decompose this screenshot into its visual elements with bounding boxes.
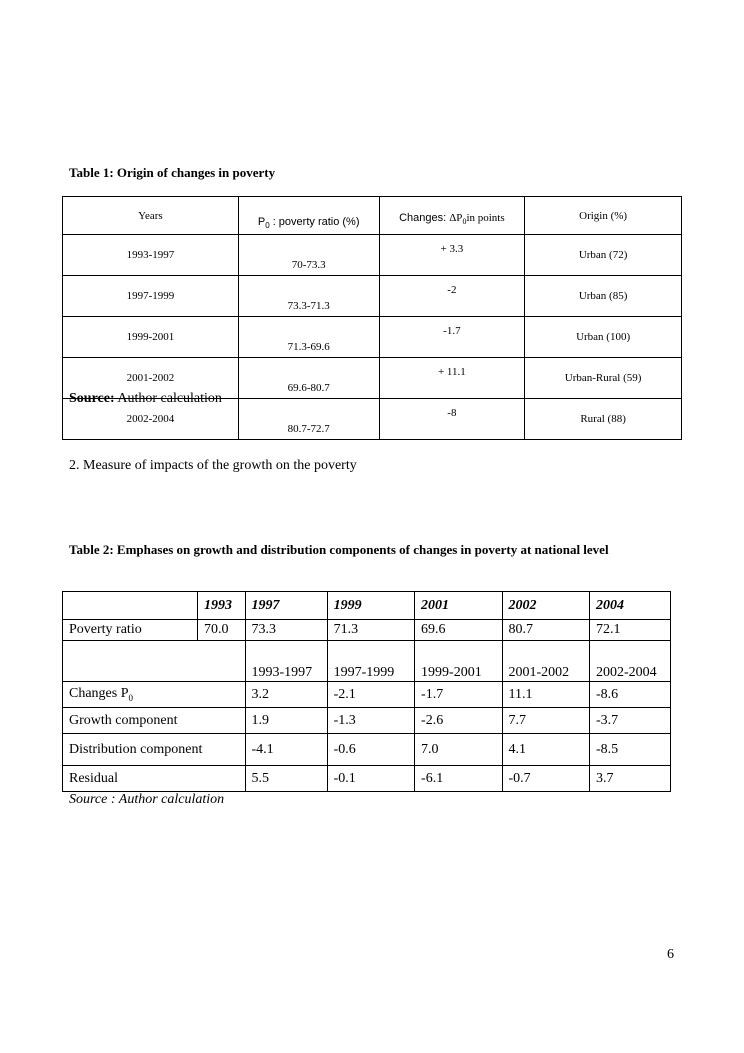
row-label: Growth component [63,708,246,734]
table-row [63,317,682,358]
period-cell: 2002-2004 [589,641,670,682]
growth-row [63,708,671,734]
cell-origin: Urban (100) [525,317,682,358]
value-cell: -8.5 [589,734,670,766]
cell-years: 2002-2004 [63,399,239,440]
value-cell: -0.1 [327,766,414,792]
period-cell: 1997-1999 [327,641,414,682]
value-cell: 73.3 [245,620,327,641]
year-cell: 1999 [327,592,414,620]
residual-row [63,766,671,792]
period-cell: 2001-2002 [502,641,589,682]
changes-row [63,682,671,708]
value-cell: -3.7 [589,708,670,734]
cell-origin: Urban (72) [525,235,682,276]
cell-origin: Rural (88) [525,399,682,440]
row-label: Residual [63,766,246,792]
cell-change: + 11.1 [379,358,525,399]
table1-source [69,391,222,407]
poverty-ratio-row [63,620,671,641]
cell-ratio: 70-73.3 [238,235,379,276]
header-changes: Changes: $\Delta P_0in$ points [379,197,525,235]
cell-ratio: 71.3-69.6 [238,317,379,358]
year-cell: 1993 [197,592,245,620]
source-text: Author calculation [114,391,222,406]
cell-years: 1997-1999 [63,276,239,317]
year-cell: 2002 [502,592,589,620]
cell-change: -2 [379,276,525,317]
row-label: Poverty ratio [63,620,198,641]
value-cell: 72.1 [589,620,670,641]
cell-ratio: 69.6-80.7 [238,358,379,399]
value-cell: 7.0 [415,734,502,766]
period-cell: 1993-1997 [245,641,327,682]
cell-change: -1.7 [379,317,525,358]
row-label: Distribution component [63,734,246,766]
blank-cell [63,641,246,682]
year-cell: 1997 [245,592,327,620]
value-cell: 11.1 [502,682,589,708]
table-row [63,235,682,276]
value-cell: 3.7 [589,766,670,792]
header-poverty-ratio: $P_0$ : poverty ratio (%) [238,197,379,235]
cell-ratio: 80.7-72.7 [238,399,379,440]
year-cell: 2001 [415,592,502,620]
value-cell: 80.7 [502,620,589,641]
value-cell: -0.7 [502,766,589,792]
value-cell: 69.6 [415,620,502,641]
value-cell: 71.3 [327,620,414,641]
cell-origin: Urban (85) [525,276,682,317]
value-cell: -4.1 [245,734,327,766]
row-label: Changes $P_0$ [63,682,246,708]
cell-change: + 3.3 [379,235,525,276]
table1-title: Table 1: Origin of changes in poverty [69,165,276,180]
growth-distribution-table [62,591,671,792]
value-cell: -6.1 [415,766,502,792]
cell-origin: Urban-Rural (59) [525,358,682,399]
period-cell: 1999-2001 [415,641,502,682]
value-cell: 7.7 [502,708,589,734]
value-cell: -2.6 [415,708,502,734]
value-cell: -1.7 [415,682,502,708]
corner-cell [63,592,198,620]
year-cell: 2004 [589,592,670,620]
value-cell: 70.0 [197,620,245,641]
value-cell: -8.6 [589,682,670,708]
table2-source: Source : Author calculation [69,792,225,807]
value-cell: -1.3 [327,708,414,734]
cell-years: 1993-1997 [63,235,239,276]
page-number: 6 [667,947,674,962]
table1-header-row [63,197,682,235]
cell-change: -8 [379,399,525,440]
table2-title: Table 2: Emphases on growth and distribution components of changes in poverty at national level [69,542,609,557]
table-row [63,276,682,317]
cell-ratio: 73.3-71.3 [238,276,379,317]
distribution-row [63,734,671,766]
table2-year-row [63,592,671,620]
value-cell: 5.5 [245,766,327,792]
value-cell: 3.2 [245,682,327,708]
period-row [63,641,671,682]
cell-years: 2001-2002 [63,358,239,399]
value-cell: -2.1 [327,682,414,708]
value-cell: 4.1 [502,734,589,766]
source-label: Source: [69,391,115,406]
value-cell: 1.9 [245,708,327,734]
cell-years: 1999-2001 [63,317,239,358]
section-heading: 2. Measure of impacts of the growth on the poverty [69,458,357,473]
header-origin: Origin (%) [525,197,682,235]
value-cell: -0.6 [327,734,414,766]
header-years: Years [63,197,239,235]
